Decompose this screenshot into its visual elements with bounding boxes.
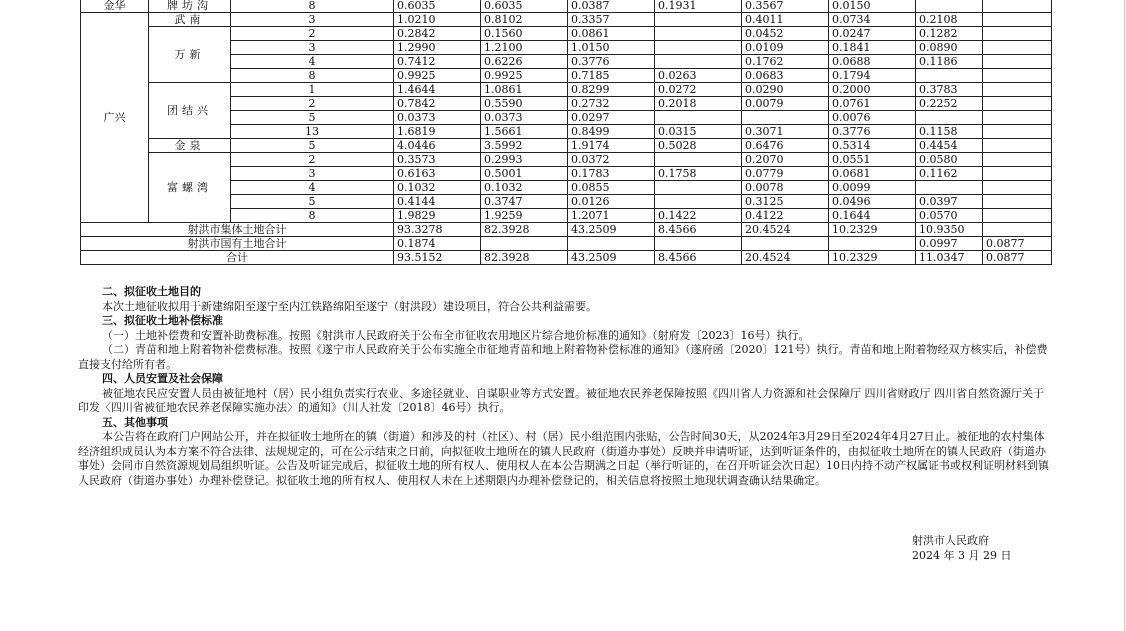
area-cell: 0.0779: [742, 167, 829, 181]
subtotal-cell: [742, 237, 829, 251]
area-cell: 0.0890: [916, 41, 983, 55]
area-cell: 0.3747: [481, 195, 568, 209]
subtotal-cell: 43.2509: [568, 251, 655, 265]
area-cell: 0.4144: [394, 195, 481, 209]
area-cell: 0.0372: [568, 153, 655, 167]
section-3-para-2: （二）青苗和地上附着物补偿费标准。按照《遂宁市人民政府关于公布实施全市征地青苗和地上附着物补偿标准的通知》（遂府函〔2020〕121号）执行。青苗和地上附着物经双方核实后，补偿费直接支付给所有者。: [78, 343, 1048, 371]
area-cell: 0.7185: [568, 69, 655, 83]
area-cell: 1.2071: [568, 209, 655, 223]
area-cell: 0.2108: [916, 13, 983, 27]
subtotal-cell: [481, 237, 568, 251]
village-cell: 牌坊沟: [149, 0, 231, 13]
area-cell: 0.3357: [568, 13, 655, 27]
area-cell: 0.1186: [916, 55, 983, 69]
subtotal-cell: 43.2509: [568, 223, 655, 237]
area-cell: [916, 0, 983, 13]
area-cell: 0.5590: [481, 97, 568, 111]
issue-date: 2024 年 3 月 29 日: [912, 549, 1012, 562]
area-cell: 0.0580: [916, 153, 983, 167]
area-cell: 0.1560: [481, 27, 568, 41]
area-cell: 0.8499: [568, 125, 655, 139]
area-cell: 0.1162: [916, 167, 983, 181]
subtotal-cell: 10.9350: [916, 223, 983, 237]
group-cell: 8: [231, 69, 394, 83]
area-cell: 1.9259: [481, 209, 568, 223]
area-cell: 0.0272: [655, 83, 742, 97]
area-cell: 0.3783: [916, 83, 983, 97]
subtotal-row: [81, 251, 1052, 265]
area-cell: 0.0861: [568, 27, 655, 41]
subtotal-cell: 82.3928: [481, 251, 568, 265]
area-cell: 0.0373: [481, 111, 568, 125]
area-cell: [742, 111, 829, 125]
group-cell: 13: [231, 125, 394, 139]
subtotal-cell: [829, 237, 916, 251]
area-cell: 0.2842: [394, 27, 481, 41]
subtotal-row: [81, 223, 1052, 237]
area-cell: 0.1841: [829, 41, 916, 55]
area-cell: 0.0683: [742, 69, 829, 83]
area-cell: 0.6035: [394, 0, 481, 13]
area-cell: 1.6819: [394, 125, 481, 139]
area-cell: 0.2070: [742, 153, 829, 167]
subtotal-cell: 0.1874: [394, 237, 481, 251]
section-2-title: 二、拟征收土地目的: [102, 285, 201, 298]
group-cell: 5: [231, 139, 394, 153]
area-cell: 0.4122: [742, 209, 829, 223]
area-cell: 0.0290: [742, 83, 829, 97]
area-cell: [983, 153, 1052, 167]
area-cell: 1.2100: [481, 41, 568, 55]
area-cell: [983, 41, 1052, 55]
area-cell: [655, 153, 742, 167]
subtotal-cell: 82.3928: [481, 223, 568, 237]
area-cell: 0.7842: [394, 97, 481, 111]
subtotal-cell: 93.5152: [394, 251, 481, 265]
area-cell: 0.1032: [481, 181, 568, 195]
area-cell: 0.5028: [655, 139, 742, 153]
area-cell: 0.3776: [829, 125, 916, 139]
area-cell: 0.1931: [655, 0, 742, 13]
area-cell: [983, 195, 1052, 209]
land-table: [80, 0, 1052, 265]
subtotal-cell: 20.4524: [742, 251, 829, 265]
village-cell: 富螺湾: [149, 153, 231, 223]
area-cell: 0.1783: [568, 167, 655, 181]
village-cell: 金泉: [149, 139, 231, 153]
area-cell: 1.0210: [394, 13, 481, 27]
subtotal-cell: 8.4566: [655, 251, 742, 265]
area-cell: 0.6035: [481, 0, 568, 13]
area-cell: 0.1794: [829, 69, 916, 83]
area-cell: [655, 27, 742, 41]
area-cell: [655, 55, 742, 69]
subtotal-cell: 93.3278: [394, 223, 481, 237]
area-cell: 1.5661: [481, 125, 568, 139]
area-cell: [983, 83, 1052, 97]
area-cell: 0.6476: [742, 139, 829, 153]
area-cell: 0.2732: [568, 97, 655, 111]
subtotal-cell: 0.0997: [916, 237, 983, 251]
area-cell: 0.4454: [916, 139, 983, 153]
area-cell: 0.1762: [742, 55, 829, 69]
area-cell: 0.2252: [916, 97, 983, 111]
area-cell: 0.0570: [916, 209, 983, 223]
area-cell: [983, 27, 1052, 41]
table-row: [81, 27, 1052, 41]
area-cell: [655, 195, 742, 209]
area-cell: [916, 69, 983, 83]
subtotal-row: [81, 237, 1052, 251]
section-4-title: 四、人员安置及社会保障: [102, 372, 223, 385]
town-cell: 广兴: [81, 13, 149, 223]
area-cell: 0.0297: [568, 111, 655, 125]
land-table-body: [81, 0, 1052, 265]
table-row: [81, 13, 1052, 27]
subtotal-label: 射洪市集体土地合计: [81, 223, 394, 237]
group-cell: 3: [231, 13, 394, 27]
area-cell: 0.5314: [829, 139, 916, 153]
area-cell: 0.6163: [394, 167, 481, 181]
group-cell: 4: [231, 55, 394, 69]
group-cell: 3: [231, 167, 394, 181]
group-cell: 4: [231, 181, 394, 195]
area-cell: 0.4011: [742, 13, 829, 27]
area-cell: [983, 125, 1052, 139]
area-cell: 0.0315: [655, 125, 742, 139]
area-cell: 1.9829: [394, 209, 481, 223]
group-cell: 8: [231, 0, 394, 13]
subtotal-cell: 10.2329: [829, 251, 916, 265]
area-cell: 0.1032: [394, 181, 481, 195]
area-cell: 0.0078: [742, 181, 829, 195]
area-cell: 0.2993: [481, 153, 568, 167]
area-cell: 0.0263: [655, 69, 742, 83]
area-cell: 0.0247: [829, 27, 916, 41]
area-cell: 0.3776: [568, 55, 655, 69]
section-2-text: 本次土地征收拟用于新建绵阳至遂宁至内江铁路绵阳至遂宁（射洪段）建设项目，符合公共利益需要。: [102, 299, 597, 313]
group-cell: 5: [231, 195, 394, 209]
area-cell: 0.9925: [481, 69, 568, 83]
area-cell: 0.0387: [568, 0, 655, 13]
area-cell: 0.0397: [916, 195, 983, 209]
area-cell: [655, 13, 742, 27]
area-cell: 0.0452: [742, 27, 829, 41]
section-3-title: 三、拟征收土地补偿标准: [102, 314, 223, 327]
area-cell: [916, 111, 983, 125]
area-cell: [983, 167, 1052, 181]
area-cell: 0.8102: [481, 13, 568, 27]
area-cell: 0.1644: [829, 209, 916, 223]
table-row: [81, 0, 1052, 13]
area-cell: 0.1758: [655, 167, 742, 181]
village-cell: 万新: [149, 27, 231, 83]
area-cell: [983, 55, 1052, 69]
subtotal-cell: 20.4524: [742, 223, 829, 237]
subtotal-cell: [655, 237, 742, 251]
notice-body: [78, 285, 1052, 488]
village-cell: 团结兴: [149, 83, 231, 139]
subtotal-cell: 11.0347: [916, 251, 983, 265]
area-cell: [983, 69, 1052, 83]
area-cell: 0.0076: [829, 111, 916, 125]
subtotal-cell: [568, 237, 655, 251]
area-cell: [983, 0, 1052, 13]
area-cell: 0.2000: [829, 83, 916, 97]
area-cell: 4.0446: [394, 139, 481, 153]
area-cell: 0.0681: [829, 167, 916, 181]
group-cell: 5: [231, 111, 394, 125]
area-cell: 0.0079: [742, 97, 829, 111]
section-3-para-1: （一）土地补偿费和安置补助费标准。按照《射洪市人民政府关于公布全市征收农用地区片综合地价标准的通知》（射府发〔2023〕16号）执行。: [102, 328, 810, 342]
group-cell: 2: [231, 27, 394, 41]
table-row: [81, 153, 1052, 167]
area-cell: 1.0150: [568, 41, 655, 55]
area-cell: [655, 111, 742, 125]
group-cell: 8: [231, 209, 394, 223]
area-cell: 0.3125: [742, 195, 829, 209]
area-cell: 0.2018: [655, 97, 742, 111]
area-cell: 0.5001: [481, 167, 568, 181]
area-cell: [983, 181, 1052, 195]
area-cell: 0.9925: [394, 69, 481, 83]
area-cell: 0.3567: [742, 0, 829, 13]
area-cell: 3.5992: [481, 139, 568, 153]
subtotal-cell: [983, 223, 1052, 237]
signature-block: [912, 533, 1011, 563]
group-cell: 2: [231, 153, 394, 167]
area-cell: [983, 139, 1052, 153]
subtotal-cell: 10.2329: [829, 223, 916, 237]
area-cell: 1.9174: [568, 139, 655, 153]
area-cell: 1.4644: [394, 83, 481, 97]
area-cell: 0.7412: [394, 55, 481, 69]
table-row: [81, 139, 1052, 153]
area-cell: [983, 209, 1052, 223]
area-cell: 1.0861: [481, 83, 568, 97]
town-cell: 金华: [81, 0, 149, 13]
area-cell: 0.0496: [829, 195, 916, 209]
issuing-authority: 射洪市人民政府: [912, 534, 989, 547]
subtotal-label: 合计: [81, 251, 394, 265]
area-cell: [655, 41, 742, 55]
area-cell: 0.1282: [916, 27, 983, 41]
area-cell: [983, 97, 1052, 111]
area-cell: 0.1158: [916, 125, 983, 139]
area-cell: 0.1422: [655, 209, 742, 223]
area-cell: 0.0734: [829, 13, 916, 27]
group-cell: 1: [231, 83, 394, 97]
area-cell: 0.8299: [568, 83, 655, 97]
area-cell: 0.0373: [394, 111, 481, 125]
subtotal-cell: 8.4566: [655, 223, 742, 237]
group-cell: 2: [231, 97, 394, 111]
section-5-text: 本公告将在政府门户网站公开，并在拟征收土地所在的镇（街道）和涉及的村（社区）、村（居）民小组范围内张贴，公告时间30天，从2024年3月29日至2024年4月27日止。被征地的农村集体经济组织成员认为本方案不符合法律、法规规定的，可在公示结束之日前，向拟征收土地所在的镇人民政府（街道办事处）反映并申请听证，达到听证条件的，由拟征收土地所在的镇人民政府（街道办事处）会同市自然资源规划局组织听证。公告及听证完成后，拟征收土地的所有权人、使用权人在本公告期满之日起（举行听证的，在召开听证会次日起）10日内持不动产权属证书或权利证明材料到镇人民政府（街道办事处）办理补偿登记。拟征收土地的所有权人、使用权人未在上述期限内办理补偿登记的，相关信息将按照土地现状调查确认结果确定。: [78, 430, 1049, 487]
area-cell: 0.0855: [568, 181, 655, 195]
table-row: [81, 83, 1052, 97]
subtotal-label: 射洪市国有土地合计: [81, 237, 394, 251]
area-cell: [655, 181, 742, 195]
area-cell: 0.0761: [829, 97, 916, 111]
area-cell: 0.6226: [481, 55, 568, 69]
area-cell: [983, 111, 1052, 125]
area-cell: 0.0126: [568, 195, 655, 209]
area-cell: 1.2990: [394, 41, 481, 55]
area-cell: 0.0551: [829, 153, 916, 167]
area-cell: 0.0109: [742, 41, 829, 55]
area-cell: 0.0688: [829, 55, 916, 69]
area-cell: 0.3071: [742, 125, 829, 139]
village-cell: 武南: [149, 13, 231, 27]
section-5-title: 五、其他事项: [102, 415, 168, 429]
group-cell: 3: [231, 41, 394, 55]
area-cell: 0.0150: [829, 0, 916, 13]
subtotal-cell: 0.0877: [983, 237, 1052, 251]
area-cell: [983, 13, 1052, 27]
area-cell: 0.3573: [394, 153, 481, 167]
area-cell: 0.0099: [829, 181, 916, 195]
area-cell: [916, 181, 983, 195]
section-4-text: 被征地农民应安置人员由被征地村（居）民小组负责实行农业、多途径就业、自谋职业等方式安置。被征地农民养老保障按照《四川省人力资源和社会保障厅 四川省财政厅 四川省自然资源厅关于印发〈四川省被征地农民养老保障实施办法〉的通知》（川人社发〔2018〕46号）执行。: [78, 386, 1044, 414]
subtotal-cell: 0.0877: [983, 251, 1052, 265]
